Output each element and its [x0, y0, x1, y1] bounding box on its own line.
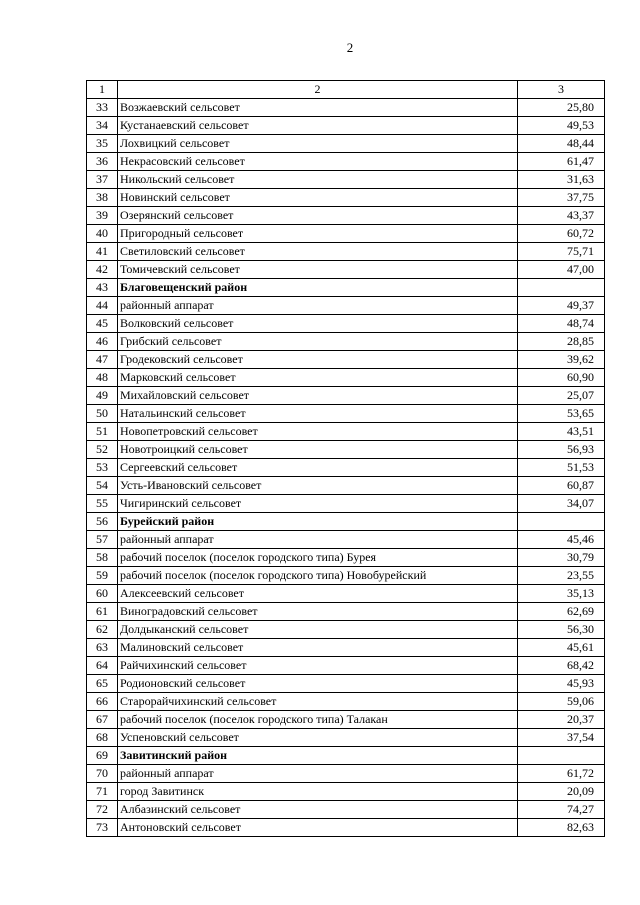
row-number: 54 [87, 477, 118, 495]
row-number: 66 [87, 693, 118, 711]
row-number: 36 [87, 153, 118, 171]
row-number: 53 [87, 459, 118, 477]
row-number: 62 [87, 621, 118, 639]
row-value: 75,71 [518, 243, 605, 261]
header-col-value: 3 [518, 81, 605, 99]
table-row [87, 603, 605, 621]
row-value: 43,37 [518, 207, 605, 225]
row-number: 61 [87, 603, 118, 621]
row-name: районный аппарат [118, 531, 518, 549]
table-row [87, 585, 605, 603]
row-value: 37,75 [518, 189, 605, 207]
row-number: 40 [87, 225, 118, 243]
row-number: 71 [87, 783, 118, 801]
row-value: 31,63 [518, 171, 605, 189]
table-header-row [87, 81, 605, 99]
district-row [87, 279, 605, 297]
row-name: Райчихинский сельсовет [118, 657, 518, 675]
row-number: 49 [87, 387, 118, 405]
row-value: 56,93 [518, 441, 605, 459]
row-value: 45,93 [518, 675, 605, 693]
row-name: Томичевский сельсовет [118, 261, 518, 279]
table-row [87, 297, 605, 315]
district-name: Благовещенский район [118, 279, 518, 297]
table-row [87, 657, 605, 675]
row-number: 65 [87, 675, 118, 693]
row-value: 25,80 [518, 99, 605, 117]
table-row [87, 369, 605, 387]
table-row [87, 135, 605, 153]
row-name: районный аппарат [118, 297, 518, 315]
table-row [87, 117, 605, 135]
row-number: 70 [87, 765, 118, 783]
row-value: 47,00 [518, 261, 605, 279]
row-number: 51 [87, 423, 118, 441]
row-number: 44 [87, 297, 118, 315]
district-row [87, 513, 605, 531]
row-number: 55 [87, 495, 118, 513]
row-name: город Завитинск [118, 783, 518, 801]
row-number: 48 [87, 369, 118, 387]
table-row [87, 243, 605, 261]
row-value: 49,37 [518, 297, 605, 315]
table-row [87, 819, 605, 837]
row-name: Сергеевский сельсовет [118, 459, 518, 477]
row-name: Возжаевский сельсовет [118, 99, 518, 117]
page-number: 2 [346, 40, 354, 55]
row-value: 49,53 [518, 117, 605, 135]
row-name: рабочий поселок (поселок городского типа) Бурея [118, 549, 518, 567]
row-name: Антоновский сельсовет [118, 819, 518, 837]
row-name: районный аппарат [118, 765, 518, 783]
table-row [87, 387, 605, 405]
row-value: 34,07 [518, 495, 605, 513]
table-row [87, 549, 605, 567]
row-number: 69 [87, 747, 118, 765]
row-name: Некрасовский сельсовет [118, 153, 518, 171]
header-col-number: 1 [87, 81, 118, 99]
table-row [87, 765, 605, 783]
row-value: 30,79 [518, 549, 605, 567]
row-value: 45,46 [518, 531, 605, 549]
row-value: 28,85 [518, 333, 605, 351]
row-name: Старорайчихинский сельсовет [118, 693, 518, 711]
row-value: 48,44 [518, 135, 605, 153]
table-row [87, 99, 605, 117]
row-value: 74,27 [518, 801, 605, 819]
row-name: Натальинский сельсовет [118, 405, 518, 423]
table-row [87, 441, 605, 459]
row-name: Долдыканский сельсовет [118, 621, 518, 639]
row-name: Озерянский сельсовет [118, 207, 518, 225]
row-value: 20,37 [518, 711, 605, 729]
table-row [87, 153, 605, 171]
row-value: 51,53 [518, 459, 605, 477]
row-number: 46 [87, 333, 118, 351]
district-name: Завитинский район [118, 747, 518, 765]
row-name: Новопетровский сельсовет [118, 423, 518, 441]
table-row [87, 621, 605, 639]
row-value: 82,63 [518, 819, 605, 837]
table-row [87, 477, 605, 495]
row-value: 23,55 [518, 567, 605, 585]
row-value: 25,07 [518, 387, 605, 405]
row-value: 60,90 [518, 369, 605, 387]
row-number: 33 [87, 99, 118, 117]
row-value: 56,30 [518, 621, 605, 639]
row-value: 35,13 [518, 585, 605, 603]
row-value: 53,65 [518, 405, 605, 423]
table-row [87, 315, 605, 333]
row-number: 42 [87, 261, 118, 279]
row-number: 57 [87, 531, 118, 549]
row-number: 72 [87, 801, 118, 819]
row-name: рабочий поселок (поселок городского типа) Новобурейский [118, 567, 518, 585]
row-number: 59 [87, 567, 118, 585]
row-value: 62,69 [518, 603, 605, 621]
table-row [87, 207, 605, 225]
row-value: 59,06 [518, 693, 605, 711]
row-name: Волковский сельсовет [118, 315, 518, 333]
row-number: 39 [87, 207, 118, 225]
row-number: 63 [87, 639, 118, 657]
table-body [87, 81, 605, 837]
row-name: Светиловский сельсовет [118, 243, 518, 261]
row-number: 64 [87, 657, 118, 675]
header-col-name: 2 [118, 81, 518, 99]
row-name: рабочий поселок (поселок городского типа) Талакан [118, 711, 518, 729]
row-name: Марковский сельсовет [118, 369, 518, 387]
table-row [87, 171, 605, 189]
row-value: 45,61 [518, 639, 605, 657]
row-number: 38 [87, 189, 118, 207]
row-value: 39,62 [518, 351, 605, 369]
row-value: 68,42 [518, 657, 605, 675]
row-name: Алексеевский сельсовет [118, 585, 518, 603]
row-name: Албазинский сельсовет [118, 801, 518, 819]
row-name: Пригородный сельсовет [118, 225, 518, 243]
row-name: Гродековский сельсовет [118, 351, 518, 369]
row-name: Михайловский сельсовет [118, 387, 518, 405]
table-row [87, 261, 605, 279]
row-number: 41 [87, 243, 118, 261]
row-number: 67 [87, 711, 118, 729]
row-value: 43,51 [518, 423, 605, 441]
row-value [518, 747, 605, 765]
table-row [87, 459, 605, 477]
row-number: 60 [87, 585, 118, 603]
row-number: 58 [87, 549, 118, 567]
row-value: 60,72 [518, 225, 605, 243]
row-name: Кустанаевский сельсовет [118, 117, 518, 135]
row-number: 52 [87, 441, 118, 459]
row-number: 34 [87, 117, 118, 135]
row-name: Лохвицкий сельсовет [118, 135, 518, 153]
table-row [87, 189, 605, 207]
district-name: Бурейский район [118, 513, 518, 531]
table-row [87, 225, 605, 243]
row-number: 50 [87, 405, 118, 423]
row-value: 60,87 [518, 477, 605, 495]
row-name: Виноградовский сельсовет [118, 603, 518, 621]
table-row [87, 405, 605, 423]
row-name: Грибский сельсовет [118, 333, 518, 351]
row-value: 61,72 [518, 765, 605, 783]
row-name: Малиновский сельсовет [118, 639, 518, 657]
row-name: Никольский сельсовет [118, 171, 518, 189]
table-row [87, 729, 605, 747]
row-value: 48,74 [518, 315, 605, 333]
row-value [518, 513, 605, 531]
row-name: Усть-Ивановский сельсовет [118, 477, 518, 495]
table-row [87, 639, 605, 657]
table-row [87, 675, 605, 693]
row-number: 56 [87, 513, 118, 531]
row-number: 37 [87, 171, 118, 189]
row-name: Чигиринский сельсовет [118, 495, 518, 513]
row-number: 47 [87, 351, 118, 369]
row-value: 37,54 [518, 729, 605, 747]
table-row [87, 711, 605, 729]
row-number: 35 [87, 135, 118, 153]
table-row [87, 783, 605, 801]
table-row [87, 351, 605, 369]
data-table [86, 80, 605, 837]
row-value: 20,09 [518, 783, 605, 801]
row-number: 43 [87, 279, 118, 297]
table-row [87, 423, 605, 441]
table-row [87, 495, 605, 513]
row-value [518, 279, 605, 297]
row-name: Новинский сельсовет [118, 189, 518, 207]
table-row [87, 531, 605, 549]
row-name: Новотроицкий сельсовет [118, 441, 518, 459]
row-number: 73 [87, 819, 118, 837]
row-name: Успеновский сельсовет [118, 729, 518, 747]
district-row [87, 747, 605, 765]
table-row [87, 693, 605, 711]
row-number: 68 [87, 729, 118, 747]
row-name: Родионовский сельсовет [118, 675, 518, 693]
row-number: 45 [87, 315, 118, 333]
table-row [87, 801, 605, 819]
row-value: 61,47 [518, 153, 605, 171]
table-row [87, 333, 605, 351]
table-row [87, 567, 605, 585]
